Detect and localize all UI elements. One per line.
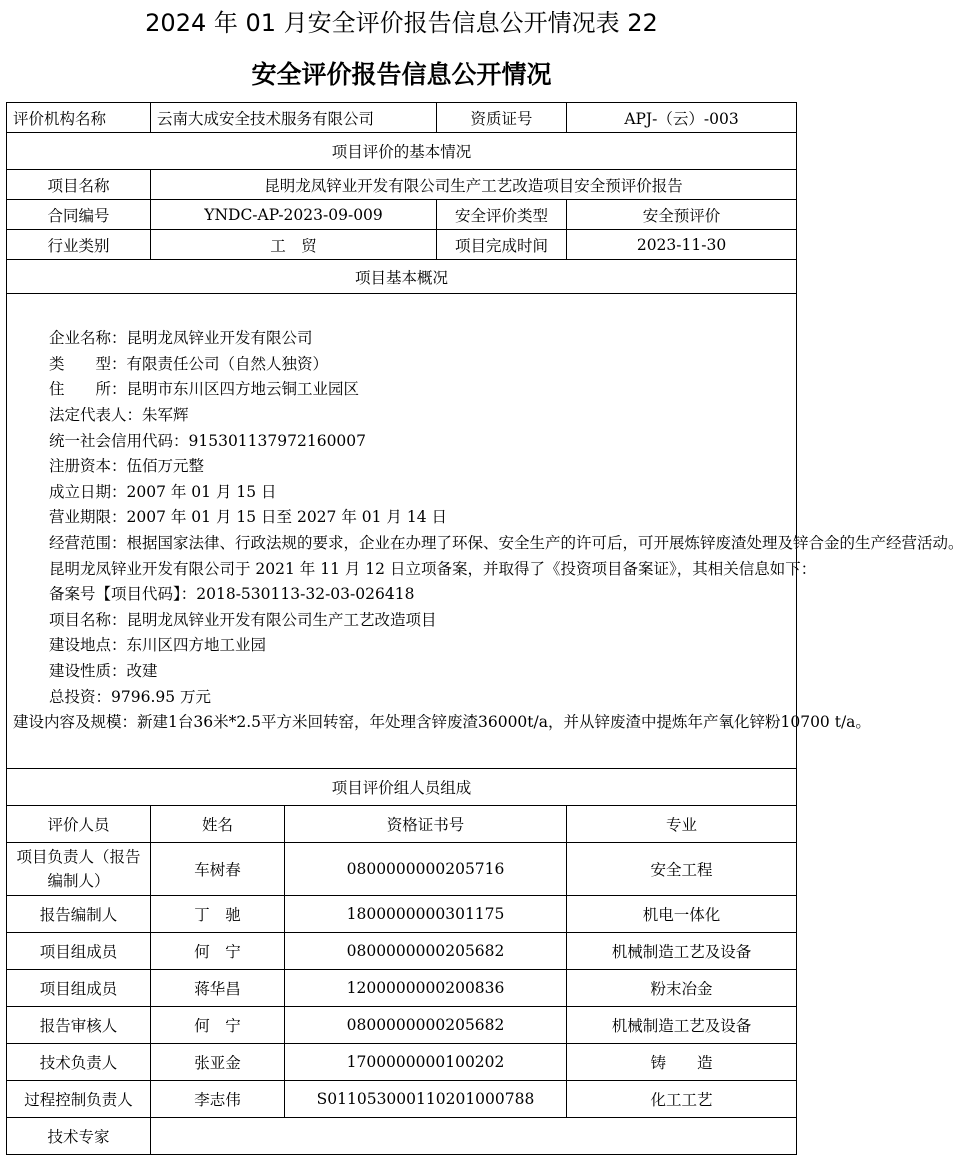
member-role: 过程控制负责人 [7, 1081, 151, 1118]
member-cert: 0800000000205682 [285, 933, 567, 970]
member-name: 丁 驰 [151, 896, 285, 933]
member-name: 张亚金 [151, 1044, 285, 1081]
eval-type-label: 安全评价类型 [437, 200, 567, 230]
expert-row [7, 1118, 797, 1155]
member-major: 机械制造工艺及设备 [567, 1007, 797, 1044]
overview-line: 法定代表人：朱军辉 [49, 406, 189, 425]
table-row [7, 1007, 797, 1044]
filing-line: 项目名称：昆明龙凤锌业开发有限公司生产工艺改造项目 [49, 610, 437, 629]
basic-header: 项目评价的基本情况 [7, 133, 797, 170]
overview-line: 营业期限：2007 年 01 月 15 日至 2027 年 01 月 14 日 [49, 508, 447, 527]
table-title: 安全评价报告信息公开情况 [251, 60, 552, 89]
member-cert: 1200000000200836 [285, 970, 567, 1007]
table-row [7, 933, 797, 970]
member-cert: 1700000000100202 [285, 1044, 567, 1081]
finish-value: 2023-11-30 [567, 230, 797, 260]
finish-label: 项目完成时间 [437, 230, 567, 260]
overview-row [7, 294, 797, 769]
member-name: 何 宁 [151, 933, 285, 970]
member-name: 蒋华昌 [151, 970, 285, 1007]
basic-header-row [7, 133, 797, 170]
member-cert: S011053000110201000788 [285, 1081, 567, 1118]
construction-scale: 建设内容及规模：新建1台36米*2.5平方米回转窑，年处理含锌废渣36000t/a，并从锌废渣中提炼年产氧化锌粉10700 t/a。 [13, 713, 871, 732]
table-row [7, 843, 797, 896]
column-header-major: 专业 [567, 806, 797, 843]
table-row [7, 970, 797, 1007]
team-header-row [7, 769, 797, 806]
table-row [7, 1081, 797, 1118]
member-major: 安全工程 [567, 843, 797, 896]
member-name: 车树春 [151, 843, 285, 896]
table-row [7, 1044, 797, 1081]
org-label: 评价机构名称 [7, 103, 151, 133]
member-role: 技术负责人 [7, 1044, 151, 1081]
member-major: 机械制造工艺及设备 [567, 933, 797, 970]
disclosure-table [6, 102, 964, 1155]
overview-header: 项目基本概况 [7, 260, 797, 294]
member-role: 项目组成员 [7, 933, 151, 970]
filing-line: 总投资：9796.95 万元 [49, 687, 212, 706]
overview-header-row [7, 260, 797, 294]
eval-type-value: 安全预评价 [567, 200, 797, 230]
filing-line: 建设性质：改建 [49, 661, 158, 680]
project-name-row [7, 170, 797, 200]
industry-value: 工 贸 [151, 230, 437, 260]
document-title: 2024 年 01 月安全评价报告信息公开情况表 22 [145, 9, 658, 37]
project-name-value: 昆明龙凤锌业开发有限公司生产工艺改造项目安全预评价报告 [151, 170, 797, 200]
industry-label: 行业类别 [7, 230, 151, 260]
org-value: 云南大成安全技术服务有限公司 [151, 103, 437, 133]
team-header: 项目评价组人员组成 [7, 769, 797, 806]
member-major: 铸 造 [567, 1044, 797, 1081]
member-cert: 1800000000301175 [285, 896, 567, 933]
overview-line: 类 型：有限责任公司（自然人独资） [49, 354, 329, 373]
overview-line: 成立日期：2007 年 01 月 15 日 [49, 482, 277, 501]
table-row [7, 896, 797, 933]
member-cert: 0800000000205682 [285, 1007, 567, 1044]
overview-line: 统一社会信用代码：915301137972160007 [49, 431, 367, 450]
business-scope: 经营范围：根据国家法律、行政法规的要求，企业在办理了环保、安全生产的许可后，可开展炼锌废渣处理及锌合金的生产经营活动。 [49, 534, 964, 552]
overview-line: 企业名称：昆明龙凤锌业开发有限公司 [49, 329, 313, 348]
column-header-role: 评价人员 [7, 806, 151, 843]
overview-line: 住 所：昆明市东川区四方地云铜工业园区 [49, 380, 360, 399]
overview-content [7, 294, 964, 769]
filing-paragraph: 昆明龙凤锌业开发有限公司于 2021 年 11 月 12 日立项备案，并取得了《投资项目备案证》，其相关信息如下： [49, 559, 817, 578]
column-header-name: 姓名 [151, 806, 285, 843]
expert-label: 技术专家 [7, 1118, 151, 1155]
contract-label: 合同编号 [7, 200, 151, 230]
column-header-cert: 资格证书号 [285, 806, 567, 843]
filing-line: 建设地点：东川区四方地工业园 [49, 636, 267, 655]
overview-line: 注册资本：伍佰万元整 [49, 457, 205, 476]
member-role: 项目负责人（报告编制人） [7, 843, 151, 896]
member-cert: 0800000000205716 [285, 843, 567, 896]
expert-value [151, 1118, 797, 1155]
contract-row [7, 200, 797, 230]
cert-value: APJ-（云）-003 [567, 103, 797, 133]
member-name: 何 宁 [151, 1007, 285, 1044]
filing-line: 备案号【项目代码】：2018-530113-32-03-026418 [49, 585, 415, 604]
member-role: 项目组成员 [7, 970, 151, 1007]
member-major: 粉末冶金 [567, 970, 797, 1007]
industry-row [7, 230, 797, 260]
cert-label: 资质证号 [437, 103, 567, 133]
member-role: 报告审核人 [7, 1007, 151, 1044]
member-major: 化工工艺 [567, 1081, 797, 1118]
project-name-label: 项目名称 [7, 170, 151, 200]
member-major: 机电一体化 [567, 896, 797, 933]
member-role: 报告编制人 [7, 896, 151, 933]
contract-value: YNDC-AP-2023-09-009 [151, 200, 437, 230]
org-row [7, 103, 797, 133]
team-columns-row [7, 806, 797, 843]
member-name: 李志伟 [151, 1081, 285, 1118]
